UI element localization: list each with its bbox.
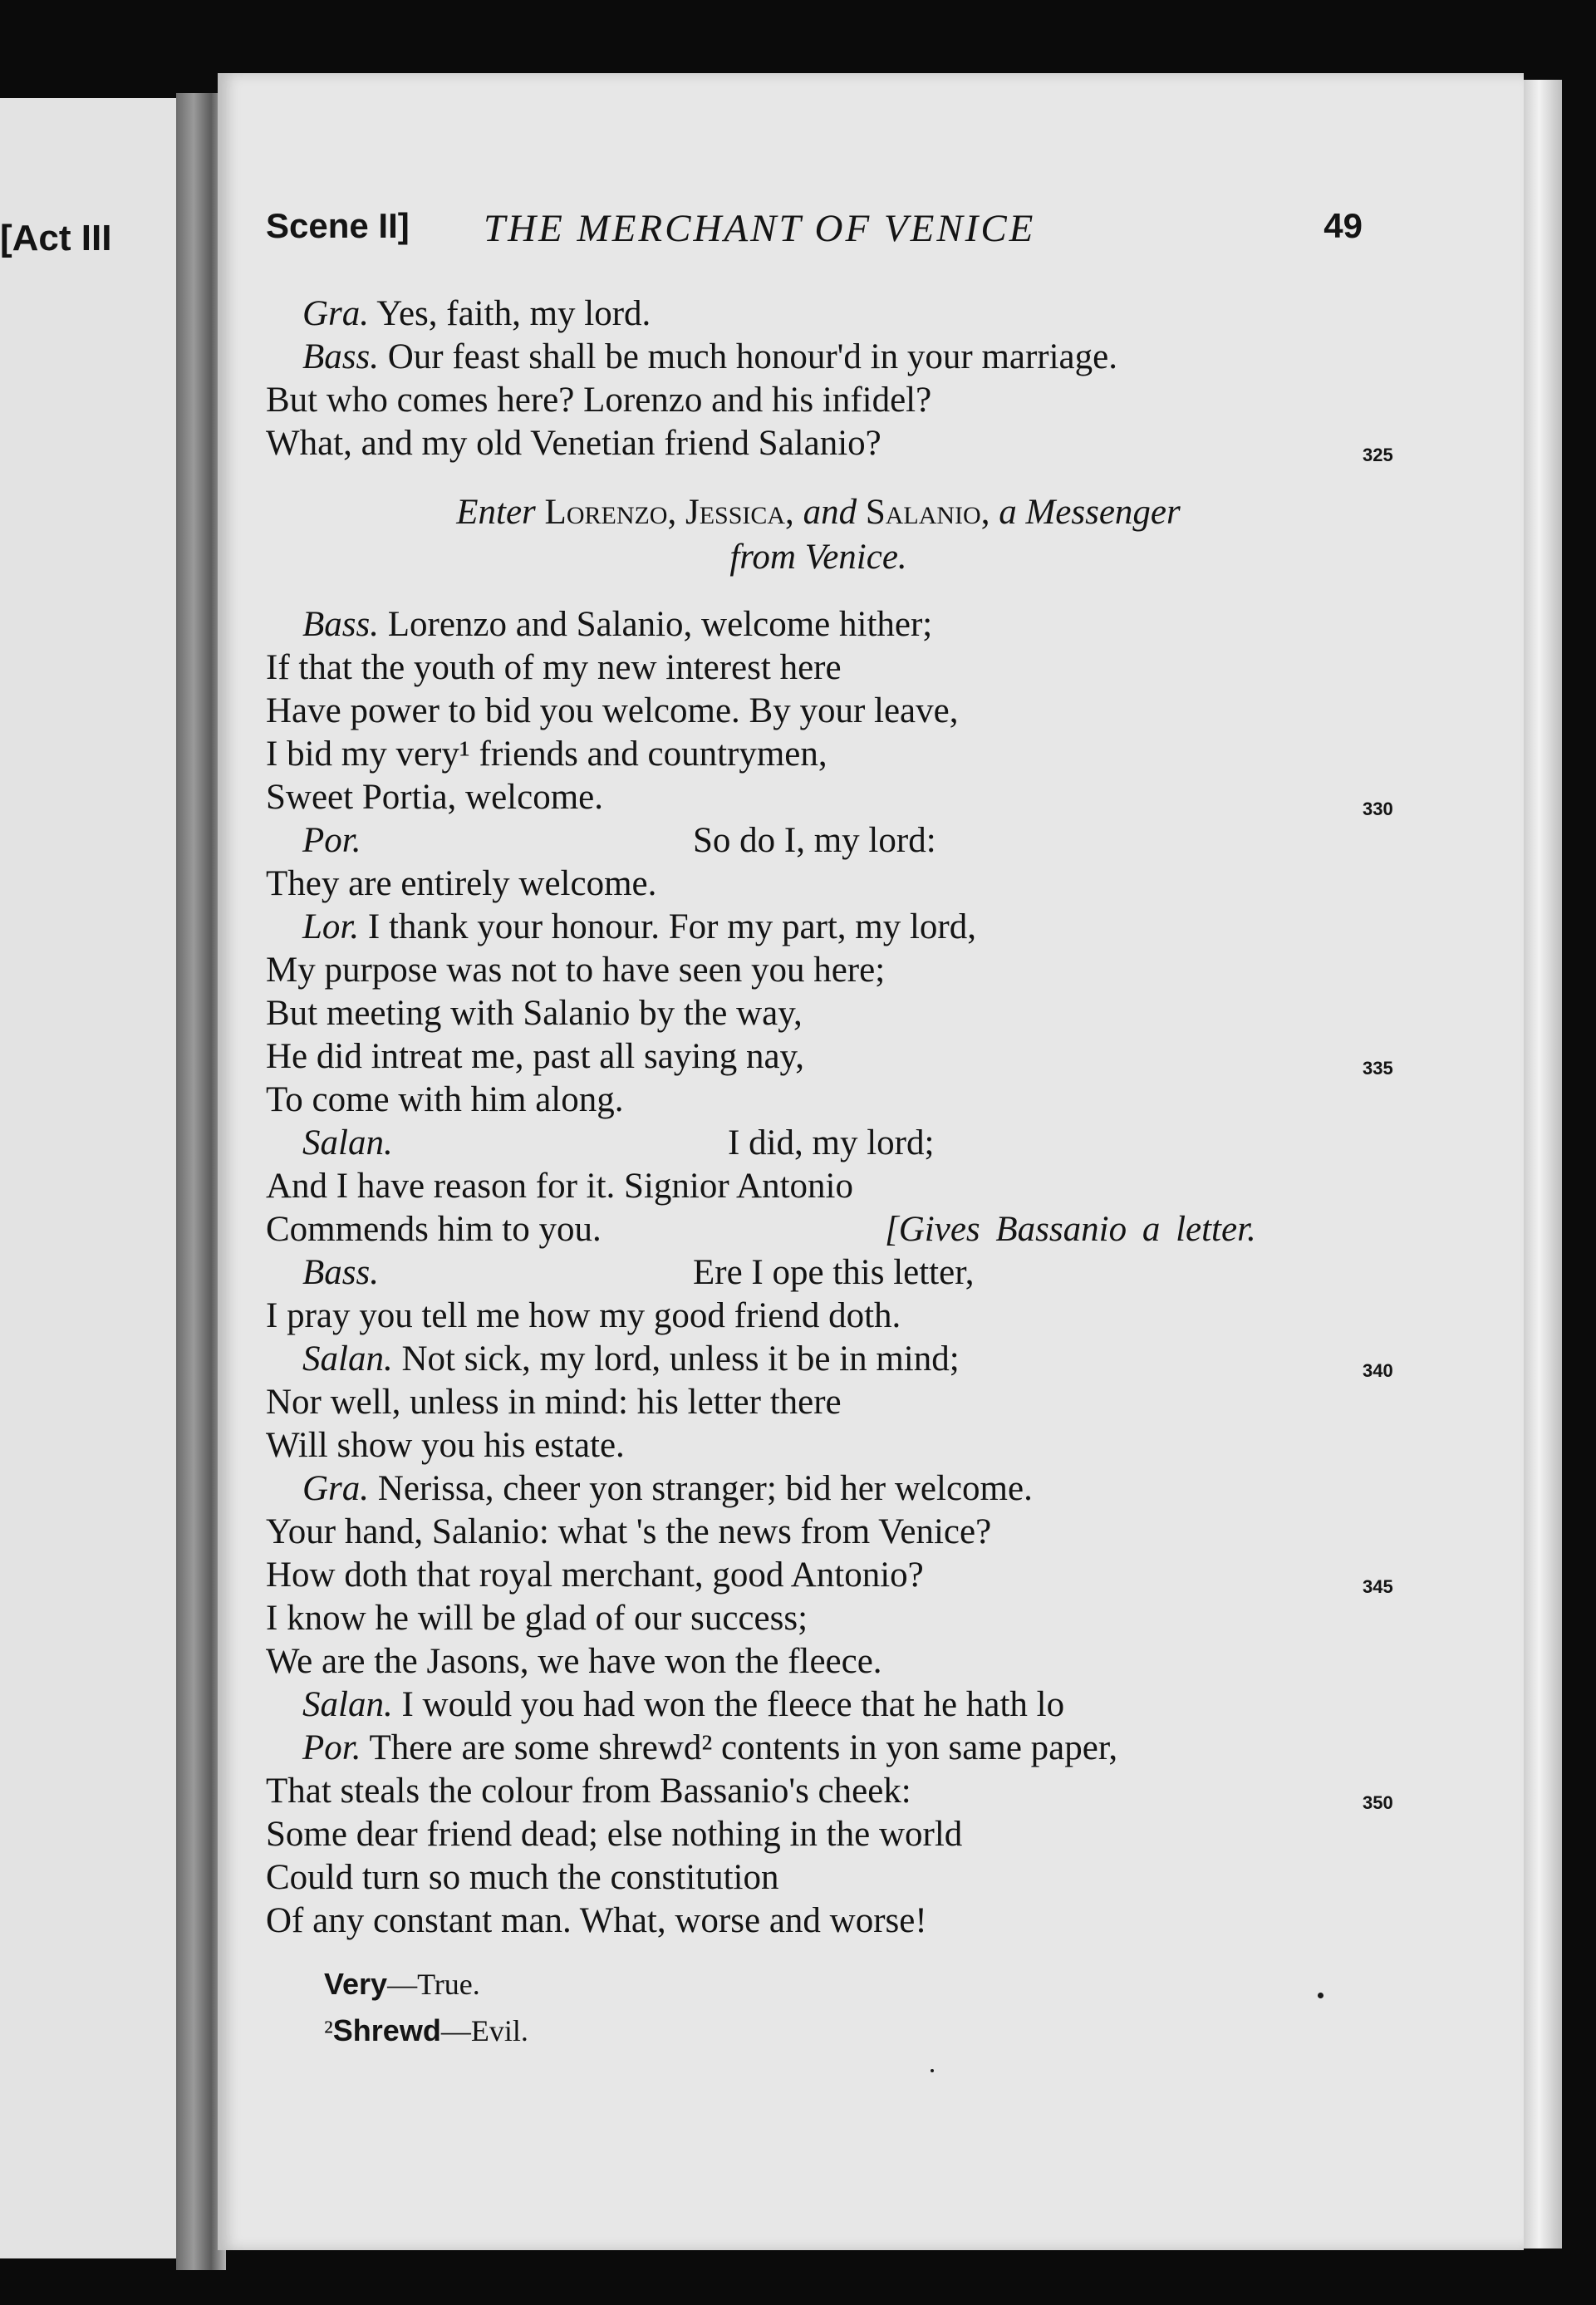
footnote-definition: —True.	[387, 1968, 480, 2001]
line-text: Your hand, Salanio: what 's the news from Venice?	[266, 1512, 992, 1551]
line-text: Of any constant man. What, worse and worse!	[266, 1901, 927, 1940]
line-text: But who comes here? Lorenzo and his infidel?	[266, 381, 932, 420]
line-text: Lorenzo and Salanio, welcome hither;	[378, 605, 933, 644]
running-title: THE MERCHANT OF VENICE	[484, 207, 1036, 250]
speaker-name: Gra.	[302, 1469, 370, 1508]
line-number: 350	[1363, 1792, 1393, 1813]
page-edge	[1524, 80, 1562, 2248]
verse-line	[302, 292, 651, 336]
line-number: 340	[1363, 1360, 1393, 1381]
verse-line	[266, 1381, 842, 1424]
speaker-name: Bass.	[302, 605, 379, 644]
line-text: I would you had won the fleece that he hath lo	[392, 1685, 1065, 1724]
footnote-term: Shrewd	[332, 2013, 441, 2047]
speaker-name: Salan.	[302, 1123, 393, 1162]
verse-line	[266, 1424, 625, 1467]
line-text: So do I, my lord:	[693, 821, 936, 860]
line-text: My purpose was not to have seen you here;	[266, 951, 886, 990]
page-number: 49	[1323, 206, 1363, 245]
line-text: There are some shrewd² contents in yon same paper,	[361, 1728, 1118, 1767]
line-text: What, and my old Venetian friend Salanio?	[266, 424, 881, 463]
line-text: Will show you his estate.	[266, 1426, 625, 1465]
line-text: They are entirely welcome.	[266, 864, 657, 903]
verse-line	[266, 1770, 911, 1813]
verse-line	[266, 733, 827, 776]
verse-line	[302, 1683, 1064, 1727]
speaker-name: Salan.	[302, 1685, 393, 1724]
footnote	[324, 1961, 528, 2008]
speaker-name: Bass.	[302, 337, 379, 376]
stage-direction-line-1: Enter Lorenzo, Jessica, and Salanio, a Messenger	[456, 493, 1181, 532]
line-text: I thank your honour. For my part, my lord,	[359, 907, 977, 946]
speaker-name: Lor.	[302, 907, 360, 946]
footnotes	[324, 1961, 528, 2054]
line-text: He did intreat me, past all saying nay,	[266, 1037, 805, 1076]
line-text: Nerissa, cheer yon stranger; bid her welcome.	[369, 1469, 1033, 1508]
verse-line	[266, 1813, 962, 1856]
line-text: I pray you tell me how my good friend doth.	[266, 1296, 901, 1335]
left-page-header: [Act III	[0, 218, 112, 258]
character-lorenzo: Lorenzo,	[544, 493, 677, 532]
line-text: Our feast shall be much honour'd in your marriage.	[378, 337, 1117, 376]
line-text: And I have reason for it. Signior Antonio	[266, 1167, 854, 1206]
line-text: Nor well, unless in mind: his letter there	[266, 1383, 842, 1422]
verse-line	[266, 1597, 808, 1640]
verse-line	[266, 776, 603, 819]
stage-direction-inline: [Gives Bassanio a letter.	[885, 1210, 1256, 1249]
verse-line	[266, 1035, 804, 1079]
line-text: We are the Jasons, we have won the fleece.	[266, 1642, 882, 1681]
verse-line	[266, 992, 803, 1035]
character-jessica: Jessica,	[685, 493, 794, 532]
verse-line	[266, 1856, 779, 1900]
line-text: If that the youth of my new interest here	[266, 648, 842, 687]
line-text: Not sick, my lord, unless it be in mind;	[392, 1339, 960, 1379]
line-text: To come with him along.	[266, 1080, 624, 1119]
print-speck	[1318, 1993, 1323, 1998]
line-text: How doth that royal merchant, good Antonio?	[266, 1556, 924, 1595]
verse-line	[266, 646, 842, 690]
print-speck	[931, 2069, 934, 2072]
line-number: 345	[1363, 1576, 1393, 1597]
verse-line	[302, 336, 1117, 379]
speaker-name: Bass.	[302, 1253, 379, 1292]
verse-line	[266, 422, 881, 465]
verse-line	[302, 603, 932, 646]
stage-direction-line-2: from Venice.	[729, 538, 907, 577]
verse-line	[266, 1900, 927, 1943]
scene-label: Scene II]	[266, 206, 410, 245]
footnote-marker: ²	[324, 2014, 333, 2047]
line-text: Sweet Portia, welcome.	[266, 778, 604, 817]
line-text: I bid my very¹ friends and countrymen,	[266, 735, 827, 774]
speaker-name: Salan.	[302, 1339, 393, 1379]
line-text: Could turn so much the constitution	[266, 1858, 779, 1897]
verse-line	[302, 1467, 1033, 1511]
line-text: Commends him to you.	[266, 1210, 602, 1249]
verse-line	[266, 1165, 853, 1208]
stage-direction	[266, 490, 1371, 580]
line-text: I did, my lord;	[728, 1123, 935, 1162]
footnote-definition: —Evil.	[440, 2014, 528, 2047]
line-text: I know he will be glad of our success;	[266, 1599, 808, 1638]
running-header	[266, 206, 1363, 256]
line-number: 330	[1363, 799, 1393, 819]
verse-line	[302, 1727, 1117, 1770]
verse-line	[266, 1295, 901, 1338]
line-number: 325	[1363, 445, 1393, 465]
speaker-name: Por.	[302, 1728, 361, 1767]
verse-line	[266, 949, 885, 992]
speaker-name: Gra.	[302, 294, 370, 333]
verse-line	[302, 1122, 935, 1165]
verse-line	[302, 1251, 975, 1295]
line-text: That steals the colour from Bassanio's cheek:	[266, 1772, 911, 1811]
footnote-term: Very	[324, 1967, 388, 2001]
line-text: Ere I ope this letter,	[693, 1253, 975, 1292]
verse-line	[266, 863, 656, 906]
verse-line	[302, 819, 936, 863]
character-salanio: Salanio,	[865, 493, 990, 532]
left-facing-page	[0, 98, 203, 2258]
speaker-name: Por.	[302, 821, 361, 860]
footnote	[324, 2008, 528, 2054]
line-text: But meeting with Salanio by the way,	[266, 994, 803, 1033]
line-text: Some dear friend dead; else nothing in the world	[266, 1815, 963, 1854]
verse-line	[302, 906, 976, 949]
line-text: Yes, faith, my lord.	[369, 294, 651, 333]
verse-line	[266, 690, 958, 733]
verse-line	[302, 1338, 960, 1381]
verse-line	[266, 1511, 991, 1554]
verse-line	[266, 1208, 1256, 1251]
verse-line	[266, 1079, 624, 1122]
line-number: 335	[1363, 1058, 1393, 1079]
line-text: Have power to bid you welcome. By your leave,	[266, 691, 959, 730]
verse-line	[266, 1554, 924, 1597]
verse-line	[266, 1640, 882, 1683]
verse-line	[266, 379, 931, 422]
